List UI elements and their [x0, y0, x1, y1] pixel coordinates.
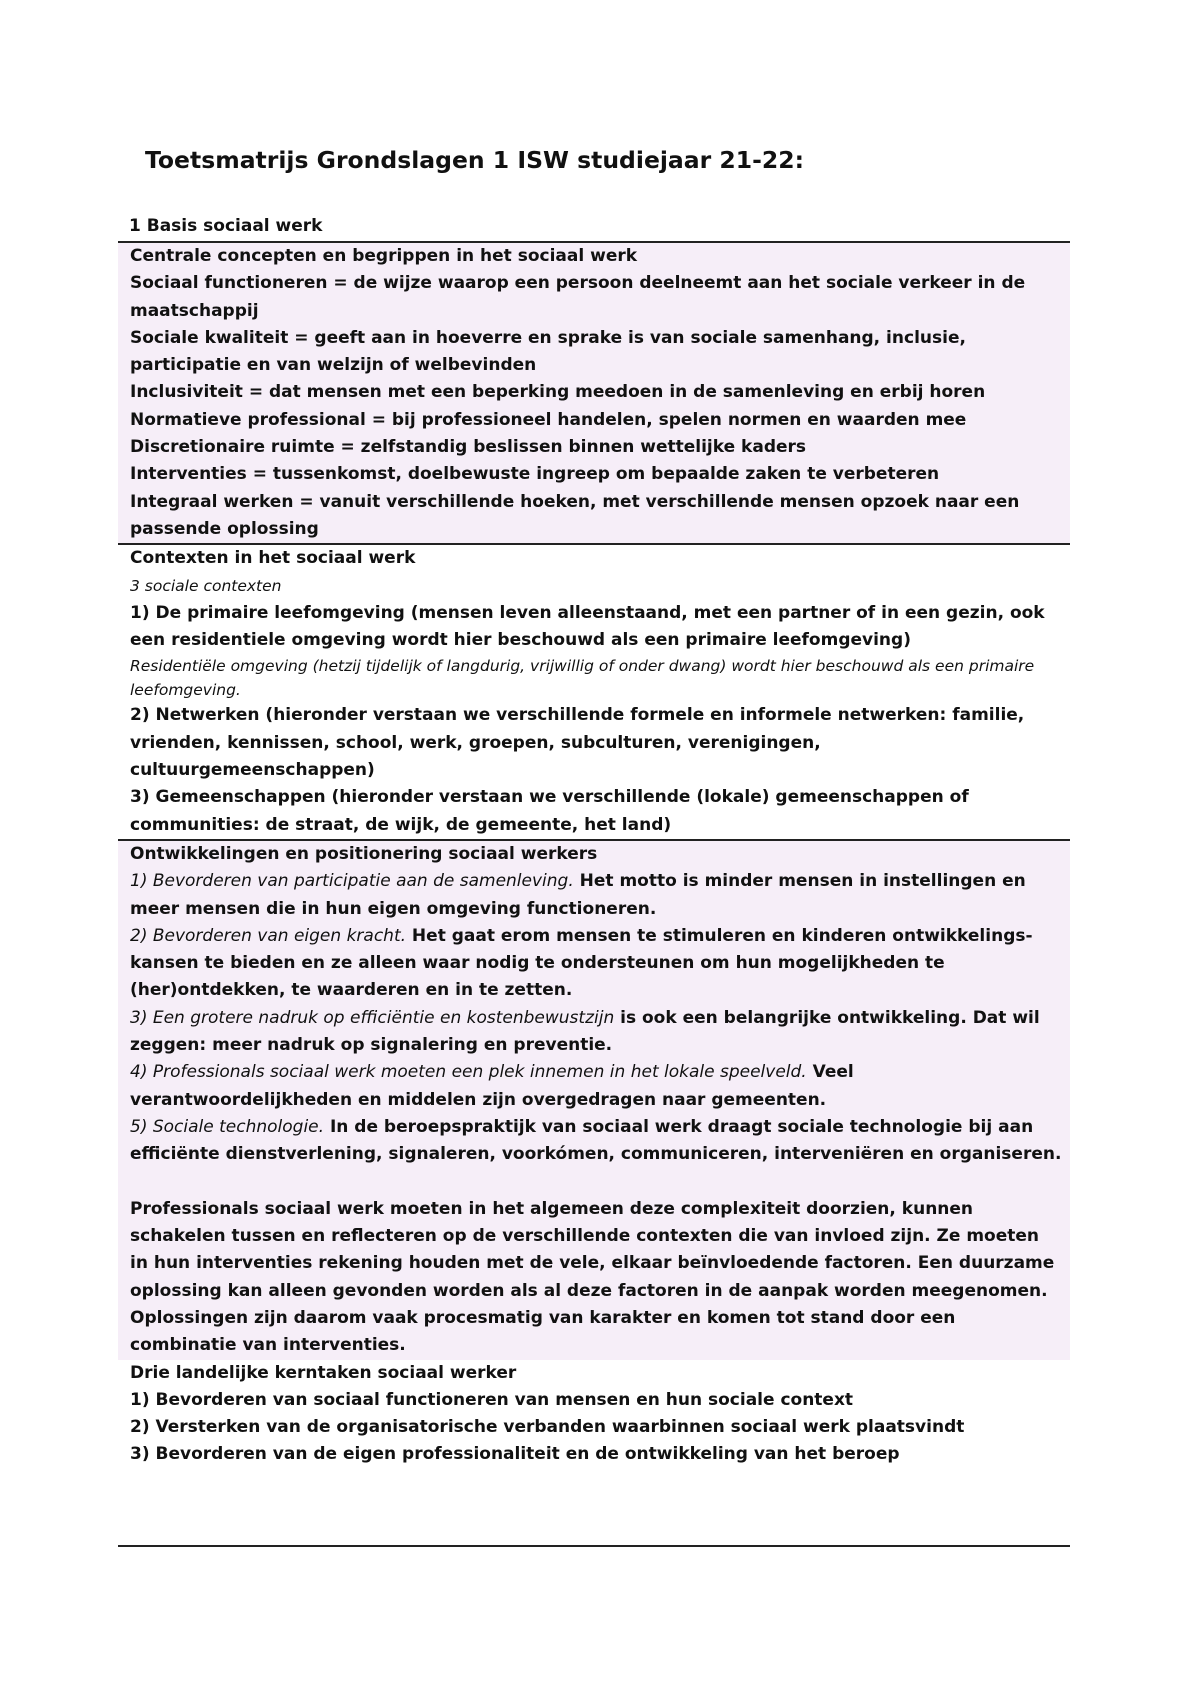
section-heading: 1 Basis sociaal werk [129, 216, 323, 236]
block-social-contexts [118, 543, 1070, 839]
development-lead: 2) Bevorderen van eigen kracht. [130, 925, 407, 946]
definition-line: Interventies = tussenkomst, doelbewuste ingreep om bepaalde zaken te verbeteren [130, 464, 940, 485]
development-text: Veel verantwoordelijkheden en middelen zijn overgedragen naar gemeenten. [130, 1062, 854, 1110]
definition-line: Inclusiviteit = dat mensen met een beperking meedoen in de samenleving en erbij horen [130, 382, 986, 403]
test-matrix-table [118, 241, 1070, 1469]
context-item: 1) De primaire leefomgeving (mensen leven alleenstaand, met een partner of in een gezin, ook een residentiele omgeving wordt hier beschouwd als een primaire leefomgeving) [130, 602, 1045, 651]
bottom-rule [118, 1545, 1070, 1547]
development-item [130, 923, 1062, 1005]
development-text: is ook een belangrijke ontwikkeling. Dat wil zeggen: meer nadruk op signalering en preventie. [130, 1007, 1040, 1056]
core-task-line: 2) Versterken van de organisatorische verbanden waarbinnen sociaal werk plaatsvindt [130, 1417, 965, 1438]
block-central-concepts [118, 243, 1070, 543]
context-item: 3) Gemeenschappen (hieronder verstaan we verschillende (lokale) gemeenschappen of communities: de straat, de wijk, de gemeente, het land) [130, 787, 969, 835]
block-subheading: 3 sociale contexten [130, 576, 282, 595]
development-text: In de beroepspraktijk van sociaal werk draagt sociale technologie bij aan efficiënte dienstverlening, signaleren, voorkómen, communiceren, interveniëren en organiseren. [130, 1116, 1062, 1165]
development-item [130, 1005, 1062, 1060]
definition-line: Sociale kwaliteit = geeft aan in hoeverre en sprake is van sociale samenhang, inclusie, participatie en van welzijn of welbevinden [130, 327, 966, 376]
block-core-tasks [118, 1360, 1070, 1469]
definition-line: Integraal werken = vanuit verschillende hoeken, met verschillende mensen opzoek naar een passende oplossing [130, 491, 1020, 539]
development-lead: 5) Sociale technologie. [130, 1116, 325, 1137]
development-item [130, 868, 1062, 923]
definition-line: Sociaal functioneren = de wijze waarop een persoon deelneemt aan het sociale verkeer in de maatschappij [130, 273, 1026, 321]
development-lead: 3) Een grotere nadruk op efficiëntie en kostenbewustzijn [130, 1007, 615, 1028]
development-lead: 1) Bevorderen van participatie aan de samenleving. [130, 871, 574, 892]
development-item [130, 1059, 1062, 1114]
block-heading: Centrale concepten en begrippen in het sociaal werk [130, 246, 638, 266]
complexity-paragraph: Professionals sociaal werk moeten in het algemeen deze complexiteit doorzien, kunnen schakelen tussen en reflecteren op de verschillende contexten die van invloed zijn. Ze moeten in hun interventies rekening houden met de vele, elkaar beïnvloedende factoren. Een duurzame oplossing kan alleen gevonden worden als al deze factoren in de aanpak worden meegenomen. Oplossingen zijn daarom vaak procesmatig van karakter en komen tot stand door een combinatie van interventies. [130, 1198, 1055, 1356]
context-item: 2) Netwerken (hieronder verstaan we verschillende formele en informele netwerken: familie, vrienden, kennissen, school, werk, groepen, subculturen, verenigingen, cultuurgemeenschappen) [130, 705, 1025, 781]
block-heading: Contexten in het sociaal werk [130, 548, 416, 569]
block-heading: Drie landelijke kerntaken sociaal werker [130, 1362, 517, 1383]
development-lead: 4) Professionals sociaal werk moeten een plek innemen in het lokale speelveld. [130, 1062, 807, 1083]
definition-line: Discretionaire ruimte = zelfstandig beslissen binnen wettelijke kaders [130, 437, 807, 458]
document-title: Toetsmatrijs Grondslagen 1 ISW studiejaar 21-22: [145, 146, 804, 174]
development-text: Het motto is minder mensen in instellingen en meer mensen die in hun eigen omgeving functioneren. [130, 871, 1026, 919]
development-text: Het gaat erom mensen te stimuleren en kinderen ontwikkelings-kansen te bieden en ze alleen waar nodig te ondersteunen om hun mogelijkheden te (her)ontdekken, te waarderen en in te zetten. [130, 925, 1033, 1001]
block-developments [118, 839, 1070, 1360]
context-note: Residentiële omgeving (hetzij tijdelijk of langdurig, vrijwillig of onder dwang) wordt hier beschouwd als een primaire leefomgeving. [130, 657, 1035, 700]
paragraph-spacer [130, 1169, 1062, 1196]
block-heading: Ontwikkelingen en positionering sociaal werkers [130, 843, 598, 864]
core-task-line: 3) Bevorderen van de eigen professionaliteit en de ontwikkeling van het beroep [130, 1444, 900, 1465]
development-item [130, 1114, 1062, 1169]
core-task-line: 1) Bevorderen van sociaal functioneren van mensen en hun sociale context [130, 1389, 854, 1410]
definition-line: Normatieve professional = bij professioneel handelen, spelen normen en waarden mee [130, 409, 967, 430]
